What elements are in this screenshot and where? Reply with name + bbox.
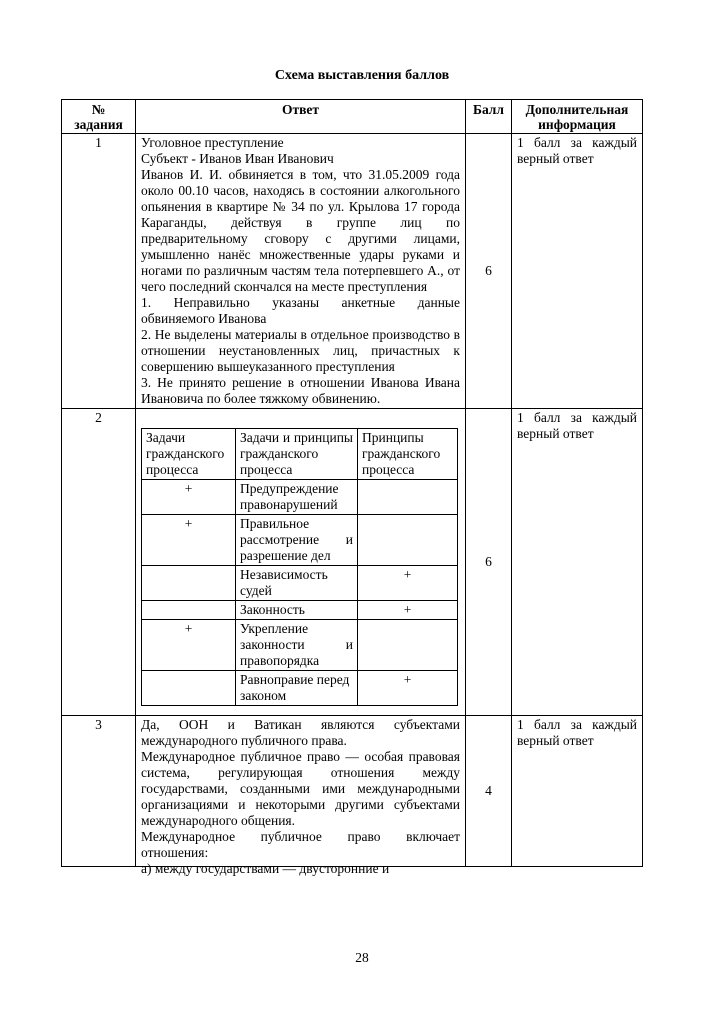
check-mark: +	[142, 480, 236, 515]
answer-line: Уголовное преступление	[141, 135, 284, 150]
inner-item: Равноправие перед законом	[236, 671, 358, 706]
score-value: 6	[466, 409, 512, 716]
answer-line: Субъект - Иванов Иван Иванович	[141, 151, 334, 166]
inner-item: Предупреждение правонарушений	[236, 480, 358, 515]
answer-line: 3. Не принято решение в отношении Иванова Ивана Ивановича по более тяжкому обвинению.	[141, 375, 460, 406]
inner-row	[142, 566, 458, 601]
check-mark	[358, 480, 458, 515]
inner-item: Законность	[236, 601, 358, 620]
scoring-table	[61, 99, 643, 876]
info-cell: 1 балл за каждый верный ответ	[512, 134, 643, 409]
task-number: 2	[62, 409, 136, 716]
inner-item: Независимость судей	[236, 566, 358, 601]
task-number: 1	[62, 134, 136, 409]
check-mark: +	[358, 671, 458, 706]
score-value: 4	[466, 716, 512, 867]
answer-line: 2. Не выделены материалы в отдельное производство в отношении неустановленных лиц, причастных к совершению вышеуказанного преступления	[141, 327, 460, 374]
check-mark: +	[142, 620, 236, 671]
check-mark	[142, 671, 236, 706]
inner-row	[142, 620, 458, 671]
page-title: Схема выставления баллов	[274, 68, 450, 83]
score-value: 6	[466, 134, 512, 409]
answer-line: а) между государствами — двусторонние и	[141, 861, 390, 876]
inner-table	[141, 428, 458, 706]
inner-row	[142, 671, 458, 706]
header-num: № задания	[62, 100, 136, 134]
answer-line: Международное публичное право — особая правовая система, регулирующая отношения между государствами, созданными ими международными организациями и некоторыми другими субъектами международного общения.	[141, 749, 460, 828]
inner-item: Правильное рассмотрение и разрешение дел	[236, 515, 358, 566]
answer-cell	[136, 409, 466, 716]
inner-header-row	[142, 429, 458, 480]
table-row	[62, 716, 643, 867]
answer-cell	[136, 134, 466, 409]
check-mark	[358, 620, 458, 671]
inner-row	[142, 515, 458, 566]
check-mark	[358, 515, 458, 566]
info-cell: 1 балл за каждый верный ответ	[512, 409, 643, 716]
check-mark	[142, 601, 236, 620]
info-cell: 1 балл за каждый верный ответ	[512, 716, 643, 867]
table-row	[62, 409, 643, 716]
answer-line: Иванов И. И. обвиняется в том, что 31.05.2009 года около 00.10 часов, находясь в состоянии алкогольного опьянения в квартире № 34 по ул. Крылова 17 города Караганды, действуя в группе лиц по предварительному сговору с другими лицами, умышленно нанёс множественные удары руками и ногами по различным частям тела потерпевшего А., от чего последний скончался на месте преступления	[141, 167, 460, 294]
header-info: Дополнительная информация	[512, 100, 643, 134]
check-mark: +	[142, 515, 236, 566]
check-mark: +	[358, 601, 458, 620]
header-row	[62, 100, 643, 134]
inner-row	[142, 480, 458, 515]
inner-header: Принципы гражданского процесса	[358, 429, 458, 480]
answer-cell	[136, 716, 466, 876]
page-number: 28	[355, 950, 369, 965]
answer-line: Да, ООН и Ватикан являются субъектами международного публичного права.	[141, 717, 460, 748]
table-row	[62, 134, 643, 409]
answer-line: 1. Неправильно указаны анкетные данные обвиняемого Иванова	[141, 295, 460, 326]
inner-item: Укрепление законности и правопорядка	[236, 620, 358, 671]
header-answer: Ответ	[136, 100, 466, 134]
check-mark: +	[358, 566, 458, 601]
inner-header: Задачи гражданского процесса	[142, 429, 236, 480]
inner-header: Задачи и принципы гражданского процесса	[236, 429, 358, 480]
inner-row	[142, 601, 458, 620]
check-mark	[142, 566, 236, 601]
task-number: 3	[62, 716, 136, 867]
answer-line: Международное публичное право включает отношения:	[141, 829, 460, 860]
header-score: Балл	[466, 100, 512, 134]
